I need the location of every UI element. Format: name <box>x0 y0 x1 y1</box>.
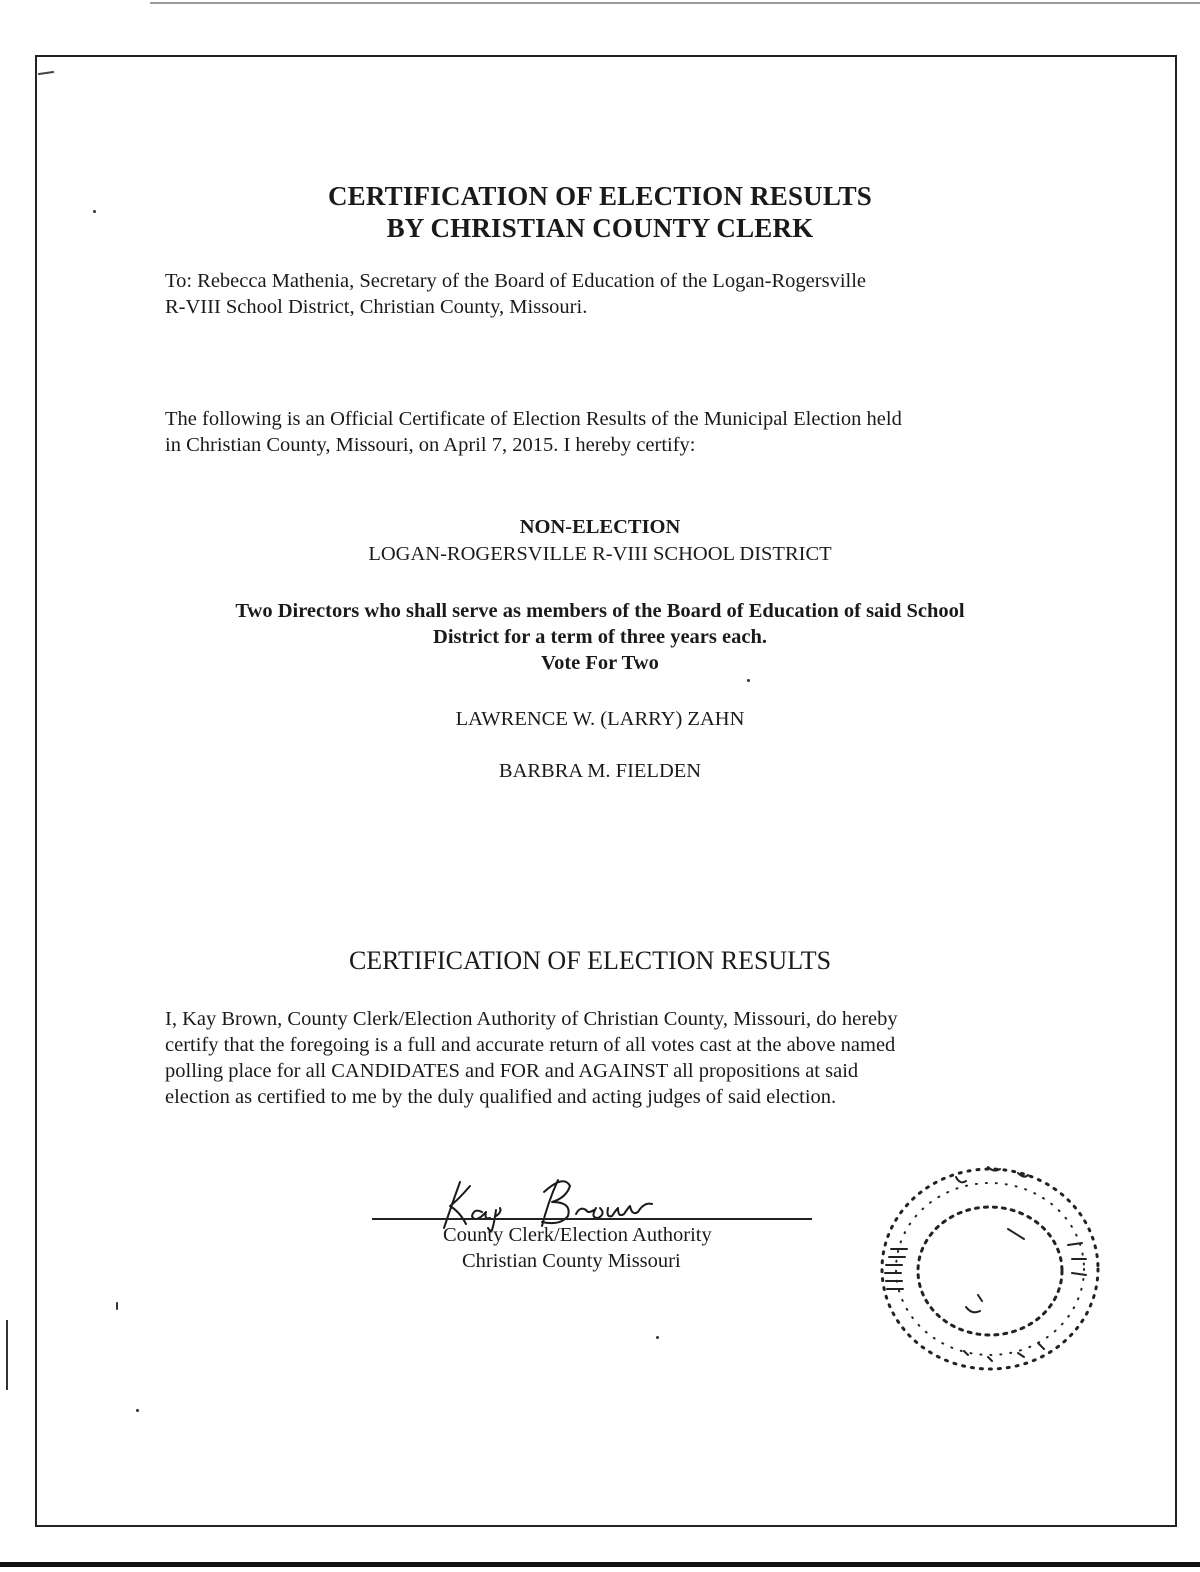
county-seal <box>868 1155 1118 1385</box>
candidate-name: LAWRENCE W. (LARRY) ZAHN <box>455 708 745 730</box>
scan-speck <box>656 1336 659 1339</box>
certification-text: I, Kay Brown, County Clerk/Election Authority of Christian County, Missouri, do hereby <box>165 1008 898 1030</box>
office-description: Two Directors who shall serve as members of the Board of Education of said School <box>235 600 965 622</box>
scan-edge-top <box>150 2 1200 4</box>
scan-speck <box>116 1302 118 1310</box>
scan-speck <box>747 679 750 682</box>
signature-caption: County Clerk/Election Authority <box>443 1224 712 1246</box>
scan-edge-left <box>6 1320 8 1390</box>
certification-title: CERTIFICATION OF ELECTION RESULTS <box>348 946 832 975</box>
signature-line <box>372 1218 812 1220</box>
vote-for-label: Vote For Two <box>541 652 659 674</box>
certification-text: polling place for all CANDIDATES and FOR and AGAINST all propositions at said <box>165 1060 859 1082</box>
addressee-line: R-VIII School District, Christian County, Missouri. <box>165 296 588 318</box>
candidate-name: BARBRA M. FIELDEN <box>498 760 702 782</box>
document-title: CERTIFICATION OF ELECTION RESULTS <box>327 181 873 211</box>
certification-text: certify that the foregoing is a full and accurate return of all votes cast at the above named <box>165 1034 896 1056</box>
addressee-line: To: Rebecca Mathenia, Secretary of the Board of Education of the Logan-Rogersville <box>165 270 867 292</box>
intro-line: The following is an Official Certificate of Election Results of the Municipal Election held <box>165 408 902 430</box>
certification-text: election as certified to me by the duly qualified and acting judges of said election. <box>165 1086 837 1108</box>
document-subtitle: BY CHRISTIAN COUNTY CLERK <box>386 213 814 243</box>
contest-district: LOGAN-ROGERSVILLE R-VIII SCHOOL DISTRICT <box>368 543 832 565</box>
contest-status: NON-ELECTION <box>519 516 681 538</box>
scan-speck <box>136 1409 139 1412</box>
office-description: District for a term of three years each. <box>433 626 767 648</box>
scan-edge-bottom <box>0 1562 1200 1567</box>
intro-line: in Christian County, Missouri, on April 7, 2015. I hereby certify: <box>165 434 696 456</box>
signature-caption: Christian County Missouri <box>462 1250 681 1272</box>
